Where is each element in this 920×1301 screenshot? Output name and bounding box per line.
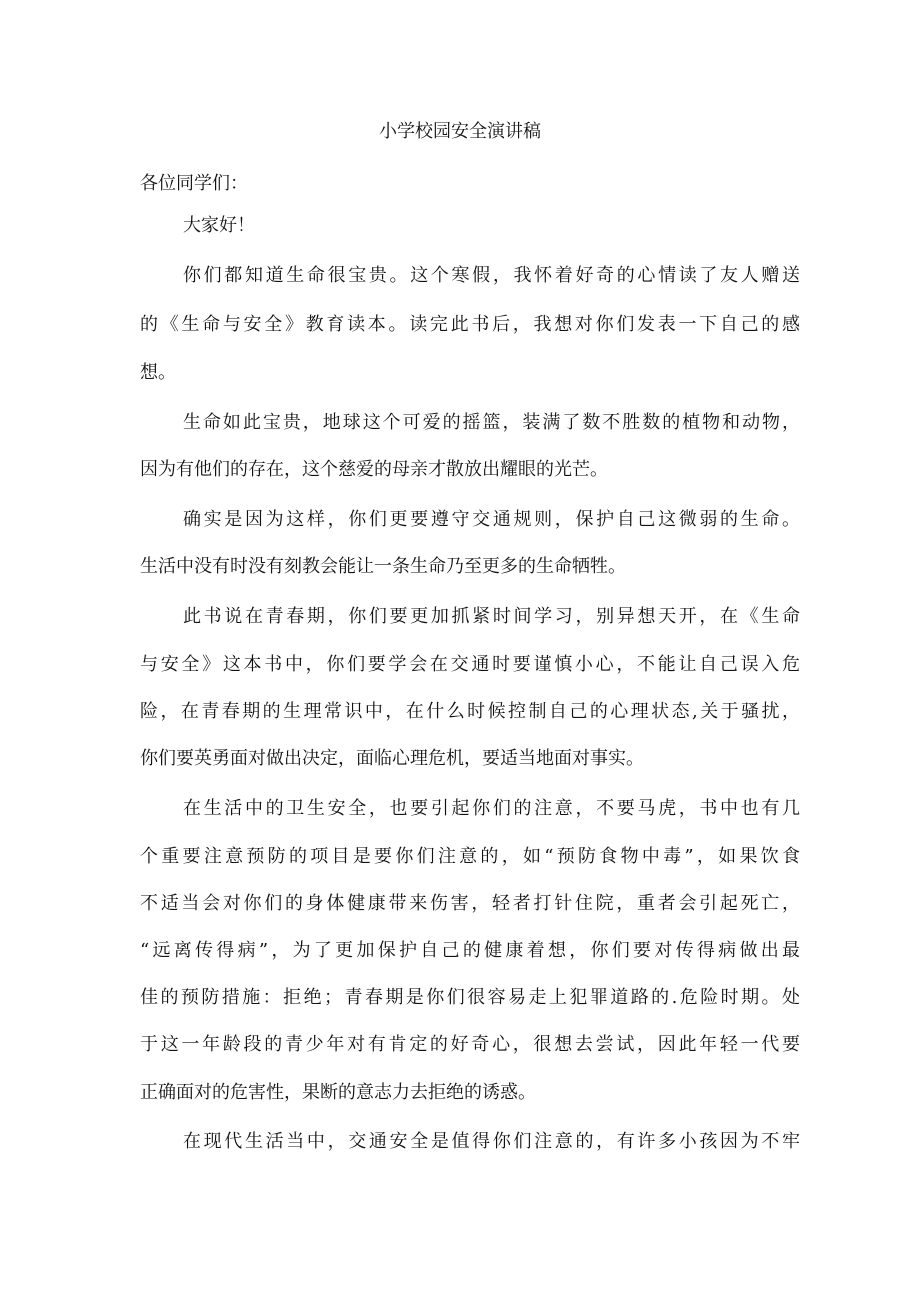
salutation: 各位同学们： (140, 173, 248, 194)
text-line: 佳的预防措施：拒绝；青春期是你们很容易走上犯罪道路的.危险时期。处 (140, 987, 800, 1008)
text-line: 于这一年龄段的青少年对有肯定的好奇心，很想去尝试，因此年轻一代要 (140, 1034, 800, 1055)
document-title: 小学校园安全演讲稿 (379, 121, 541, 142)
text-line: 确实是因为这样，你们更要遵守交通规则，保护自己这微弱的生命。 (183, 509, 800, 530)
text-line: 在生活中的卫生安全，也要引起你们的注意，不要马虎，书中也有几 (183, 798, 800, 819)
text-line: 你们都知道生命很宝贵。这个寒假，我怀着好奇的心情读了友人赠送 (183, 265, 800, 286)
text-line: 你们要英勇面对做出决定，面临心理危机，要适当地面对事实。 (140, 748, 644, 769)
text-line: 此书说在青春期，你们要更加抓紧时间学习，别异想天开，在《生命 (183, 606, 800, 627)
text-line: 在现代生活当中，交通安全是值得你们注意的，有许多小孩因为不牢 (183, 1131, 800, 1152)
greeting: 大家好！ (183, 215, 255, 236)
text-line: 生命如此宝贵，地球这个可爱的摇篮，装满了数不胜数的植物和动物， (183, 412, 800, 433)
text-line: 想。 (140, 362, 176, 383)
text-line: “远离传得病”，为了更加保护自己的健康着想，你们要对传得病做出最 (140, 940, 800, 961)
text-line: 个重要注意预防的项目是要你们注意的，如“预防食物中毒”，如果饮食 (140, 846, 800, 867)
text-line: 不适当会对你们的身体健康带来伤害，轻者打针住院，重者会引起死亡， (140, 893, 800, 914)
text-line: 生活中没有时没有刻教会能让一条生命乃至更多的生命牺牲。 (140, 556, 626, 577)
text-line: 因为有他们的存在，这个慈爱的母亲才散放出耀眼的光芒。 (140, 459, 608, 480)
text-line: 的《生命与安全》教育读本。读完此书后，我想对你们发表一下自己的感 (140, 314, 800, 335)
text-line: 正确面对的危害性，果断的意志力去拒绝的诱惑。 (140, 1082, 536, 1103)
text-line: 与安全》这本书中，你们要学会在交通时要谨慎小心，不能让自己误入危 (140, 654, 800, 675)
text-line: 险，在青春期的生理常识中，在什么时候控制自己的心理状态,关于骚扰， (140, 701, 800, 722)
